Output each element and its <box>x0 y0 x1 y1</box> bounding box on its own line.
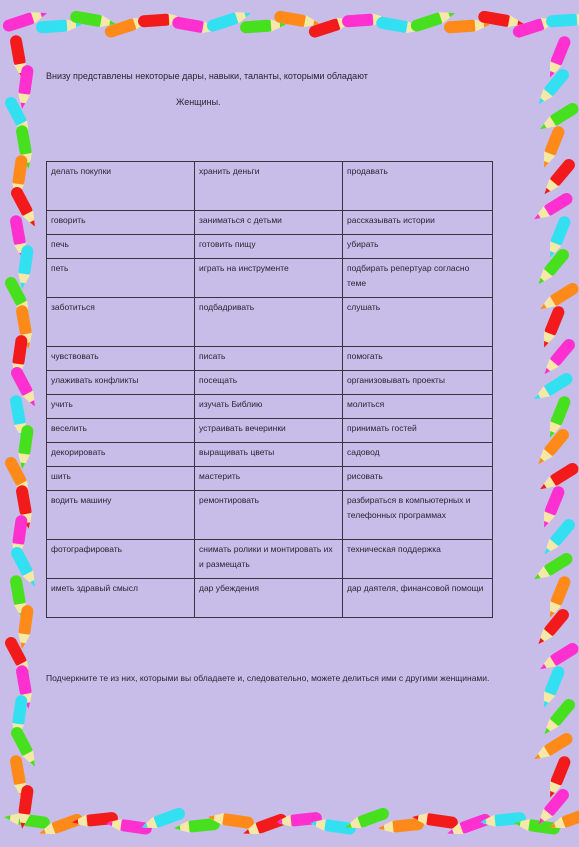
table-row <box>47 235 493 259</box>
table-cell: печь <box>47 235 195 259</box>
intro-text-continued: Женщины. <box>176 97 221 107</box>
table-row <box>47 419 493 443</box>
table-cell: устраивать вечеринки <box>195 419 343 443</box>
table-row <box>47 395 493 419</box>
gifts-table <box>46 161 493 618</box>
table-cell: убирать <box>343 235 493 259</box>
table-cell: фотографировать <box>47 540 195 579</box>
table-cell: декорировать <box>47 443 195 467</box>
table-cell: продавать <box>343 162 493 211</box>
table-cell: садовод <box>343 443 493 467</box>
table-row <box>47 298 493 347</box>
table-cell: писать <box>195 347 343 371</box>
table-cell: дар убеждения <box>195 579 343 618</box>
table-cell: выращивать цветы <box>195 443 343 467</box>
closing-instruction: Подчеркните те из них, которыми вы обладаете и, следовательно, можете делиться ими с другими женщинами. <box>46 673 490 683</box>
table-cell: делать покупки <box>47 162 195 211</box>
table-row <box>47 540 493 579</box>
table-cell: ремонтировать <box>195 491 343 540</box>
table-cell: молиться <box>343 395 493 419</box>
table-cell: изучать Библию <box>195 395 343 419</box>
table-cell: помогать <box>343 347 493 371</box>
table-cell: организовывать проекты <box>343 371 493 395</box>
table-row <box>47 259 493 298</box>
table-cell: подбирать репертуар согласно теме <box>343 259 493 298</box>
table-cell: шить <box>47 467 195 491</box>
table-cell: заботиться <box>47 298 195 347</box>
table-cell: посещать <box>195 371 343 395</box>
table-cell: снимать ролики и монтировать их и размещать <box>195 540 343 579</box>
table-cell: техническая поддержка <box>343 540 493 579</box>
table-row <box>47 371 493 395</box>
table-cell: веселить <box>47 419 195 443</box>
table-cell: рисовать <box>343 467 493 491</box>
table-cell: подбадривать <box>195 298 343 347</box>
table-cell: иметь здравый смысл <box>47 579 195 618</box>
table-cell: слушать <box>343 298 493 347</box>
table-cell: играть на инструменте <box>195 259 343 298</box>
table-row <box>47 443 493 467</box>
table-cell: учить <box>47 395 195 419</box>
table-row <box>47 162 493 211</box>
table-row <box>47 491 493 540</box>
table-cell: петь <box>47 259 195 298</box>
table-cell: заниматься с детьми <box>195 211 343 235</box>
table-row <box>47 347 493 371</box>
intro-text: Внизу представлены некоторые дары, навыки, таланты, которыми обладают <box>46 71 368 81</box>
table-cell: готовить пищу <box>195 235 343 259</box>
table-cell: говорить <box>47 211 195 235</box>
table-row <box>47 211 493 235</box>
table-cell: рассказывать истории <box>343 211 493 235</box>
table-cell: дар даятеля, финансовой помощи <box>343 579 493 618</box>
table-cell: принимать гостей <box>343 419 493 443</box>
table-cell: хранить деньги <box>195 162 343 211</box>
table-cell: мастерить <box>195 467 343 491</box>
table-row <box>47 579 493 618</box>
table-cell: чувствовать <box>47 347 195 371</box>
table-cell: разбираться в компьютерных и телефонных программах <box>343 491 493 540</box>
table-row <box>47 467 493 491</box>
table-cell: водить машину <box>47 491 195 540</box>
table-cell: улаживать конфликты <box>47 371 195 395</box>
